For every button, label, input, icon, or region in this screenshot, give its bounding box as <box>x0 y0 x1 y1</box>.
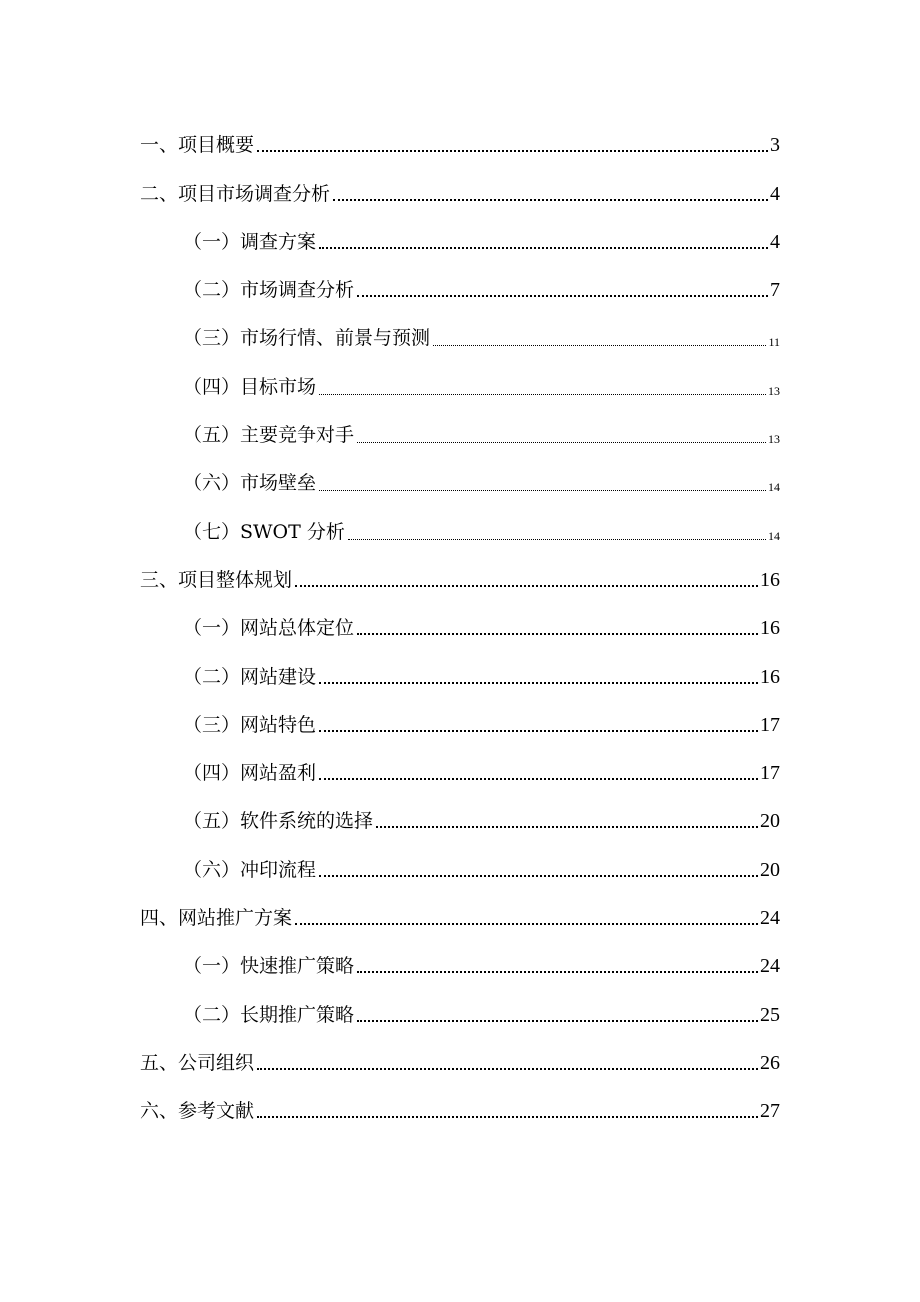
toc-entry-title: （二）市场调查分析 <box>183 279 355 302</box>
dot-leader <box>348 539 766 540</box>
toc-entry-title: （五）主要竞争对手 <box>183 424 355 447</box>
toc-entry-page: 17 <box>760 762 780 785</box>
toc-entry[interactable] <box>140 504 780 552</box>
dot-leader <box>357 971 758 973</box>
toc-entry[interactable] <box>140 746 780 794</box>
dot-leader <box>319 247 768 249</box>
toc-entry[interactable] <box>140 1036 780 1084</box>
toc-entry[interactable] <box>140 553 780 601</box>
toc-entry-title: 一、项目概要 <box>140 134 255 157</box>
toc-entry[interactable] <box>140 311 780 359</box>
toc-entry[interactable] <box>140 215 780 263</box>
toc-entry[interactable] <box>140 263 780 311</box>
toc-entry-page: 25 <box>760 1003 780 1026</box>
toc-entry[interactable] <box>140 456 780 504</box>
dot-leader <box>319 682 758 684</box>
toc-entry-title: 二、项目市场调查分析 <box>140 182 331 205</box>
toc-entry-page: 27 <box>760 1100 780 1123</box>
toc-entry-title: （三）网站特色 <box>183 713 317 736</box>
toc-entry[interactable] <box>140 166 780 214</box>
dot-leader <box>319 778 758 780</box>
table-of-contents <box>140 118 780 1132</box>
dot-leader <box>357 633 758 635</box>
toc-entry-title: （五）软件系统的选择 <box>183 810 374 833</box>
toc-entry[interactable] <box>140 408 780 456</box>
toc-entry-title: （一）网站总体定位 <box>183 617 355 640</box>
dot-leader <box>357 1020 758 1022</box>
toc-entry[interactable] <box>140 842 780 890</box>
toc-entry-page: 16 <box>760 665 780 688</box>
dot-leader <box>319 394 766 395</box>
dot-leader <box>319 490 766 491</box>
toc-entry-page: 13 <box>768 432 780 447</box>
dot-leader <box>257 1116 758 1118</box>
toc-entry[interactable] <box>140 1084 780 1132</box>
toc-entry[interactable] <box>140 939 780 987</box>
dot-leader <box>433 345 766 346</box>
toc-entry[interactable] <box>140 987 780 1035</box>
dot-leader <box>257 150 768 152</box>
toc-entry-page: 26 <box>760 1051 780 1074</box>
toc-entry-page: 11 <box>768 335 780 350</box>
toc-entry-title: （七）SWOT 分析 <box>183 520 345 543</box>
toc-entry-page: 16 <box>760 568 780 591</box>
dot-leader <box>357 442 766 443</box>
dot-leader <box>295 585 758 587</box>
toc-entry-title: （二）长期推广策略 <box>183 1003 355 1026</box>
toc-entry[interactable] <box>140 698 780 746</box>
toc-entry-page: 16 <box>760 617 780 640</box>
toc-entry-page: 17 <box>760 713 780 736</box>
toc-entry-title: 六、参考文献 <box>140 1100 255 1123</box>
toc-entry-title: （三）市场行情、前景与预测 <box>183 327 431 350</box>
dot-leader <box>257 1068 758 1070</box>
toc-entry-title: （四）目标市场 <box>183 375 317 398</box>
dot-leader <box>357 295 768 297</box>
dot-leader <box>319 875 758 877</box>
toc-entry[interactable] <box>140 649 780 697</box>
toc-entry-title: （二）网站建设 <box>183 665 317 688</box>
toc-entry[interactable] <box>140 794 780 842</box>
toc-entry-page: 20 <box>760 858 780 881</box>
dot-leader <box>319 730 758 732</box>
toc-entry-title: 三、项目整体规划 <box>140 568 293 591</box>
toc-entry-page: 20 <box>760 810 780 833</box>
toc-entry-page: 24 <box>760 955 780 978</box>
toc-entry-page: 7 <box>770 279 780 302</box>
toc-entry-page: 3 <box>770 134 780 157</box>
toc-entry-title: （六）市场壁垒 <box>183 472 317 495</box>
toc-entry-title: （一）调查方案 <box>183 230 317 253</box>
toc-entry-page: 13 <box>768 383 780 398</box>
toc-entry-page: 24 <box>760 907 780 930</box>
toc-entry-title: 五、公司组织 <box>140 1051 255 1074</box>
toc-entry-title: 四、网站推广方案 <box>140 907 293 930</box>
toc-entry-title: （一）快速推广策略 <box>183 955 355 978</box>
toc-entry[interactable] <box>140 118 780 166</box>
toc-entry-title: （四）网站盈利 <box>183 762 317 785</box>
toc-entry-title: （六）冲印流程 <box>183 858 317 881</box>
toc-entry[interactable] <box>140 601 780 649</box>
toc-entry-page: 14 <box>768 528 780 543</box>
dot-leader <box>333 199 768 201</box>
toc-entry-page: 4 <box>770 182 780 205</box>
toc-entry-page: 4 <box>770 230 780 253</box>
toc-entry[interactable] <box>140 891 780 939</box>
dot-leader <box>295 923 758 925</box>
toc-entry-page: 14 <box>768 480 780 495</box>
toc-entry[interactable] <box>140 359 780 407</box>
dot-leader <box>376 826 758 828</box>
